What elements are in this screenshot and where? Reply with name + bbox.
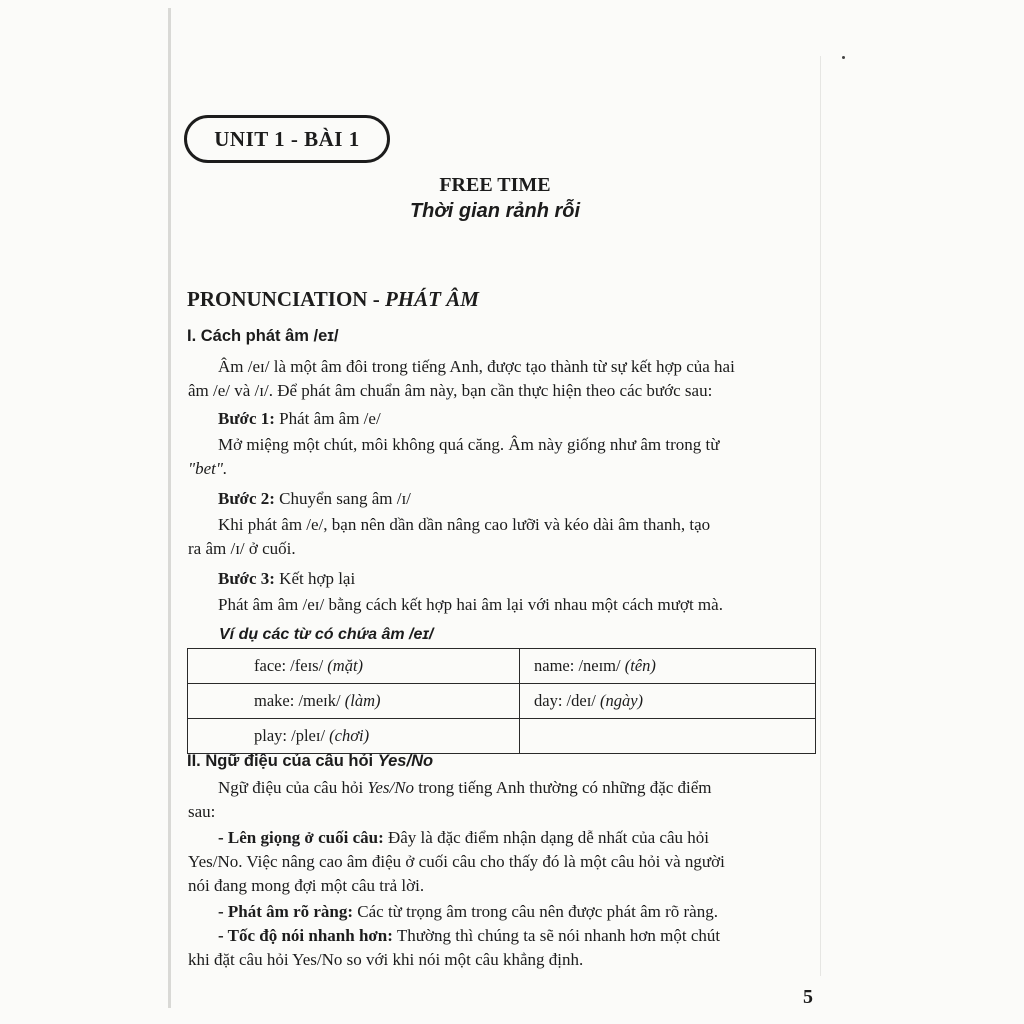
table-cell: name: /neɪm/ (tên) xyxy=(520,649,816,684)
intro-line: sau: xyxy=(188,802,216,821)
intro-line: Ngữ điệu của câu hỏi Yes/No trong tiếng Anh thường có những đặc điểm xyxy=(218,778,712,797)
page-subtitle: Thời gian rảnh rỗi xyxy=(409,200,581,222)
table-row xyxy=(188,684,816,719)
page-title: FREE TIME xyxy=(439,174,551,196)
unit-label: UNIT 1 - BÀI 1 xyxy=(184,115,390,163)
table-cell: make: /meɪk/ (làm) xyxy=(188,684,520,719)
intro-line: âm /e/ và /ɪ/. Để phát âm chuẩn âm này, bạn cần thực hiện theo các bước sau: xyxy=(188,381,713,400)
print-speck xyxy=(842,56,845,59)
table-row xyxy=(188,649,816,684)
examples-title: Ví dụ các từ có chứa âm /eɪ/ xyxy=(219,626,434,643)
page-number: 5 xyxy=(803,986,813,1008)
step3-label: Bước 3: xyxy=(218,569,275,588)
examples-table xyxy=(187,648,816,754)
step2-text: Chuyển sang âm /ɪ/ xyxy=(274,489,411,508)
section-heading-vi: PHÁT ÂM xyxy=(384,287,479,311)
section-heading xyxy=(187,287,479,312)
table-cell: face: /feɪs/ (mặt) xyxy=(188,649,520,684)
step2-desc: Khi phát âm /e/, bạn nên dần dần nâng cao lưỡi và kéo dài âm thanh, tạo xyxy=(218,515,711,534)
bullet-rising: - Lên giọng ở cuối câu: Đây là đặc điểm nhận dạng dễ nhất của câu hỏi xyxy=(218,828,709,847)
part2-body xyxy=(188,776,816,972)
part2-heading: II. Ngữ điệu của câu hỏi Yes/No xyxy=(187,752,434,770)
page-fold-edge xyxy=(168,8,171,1008)
part1-heading: I. Cách phát âm /eɪ/ xyxy=(187,327,339,345)
bullet-rising-cont: nói đang mong đợi một câu trả lời. xyxy=(188,876,425,895)
table-row xyxy=(188,719,816,754)
step1-desc: Mở miệng một chút, môi không quá căng. Âm này giống như âm trong từ xyxy=(218,435,720,454)
step3-desc: Phát âm âm /eɪ/ bằng cách kết hợp hai âm lại với nhau một cách mượt mà. xyxy=(218,595,723,614)
step2-label: Bước 2: xyxy=(218,489,275,508)
part1-body xyxy=(188,355,816,617)
step3 xyxy=(188,567,816,591)
bullet-speed: - Tốc độ nói nhanh hơn: Thường thì chúng ta sẽ nói nhanh hơn một chút xyxy=(218,926,721,945)
bullet-rising-cont: Yes/No. Việc nâng cao âm điệu ở cuối câu cho thấy đó là một câu hỏi và người xyxy=(188,852,725,871)
page-margin-line xyxy=(820,56,821,976)
table-cell: day: /deɪ/ (ngày) xyxy=(520,684,816,719)
table-cell xyxy=(520,719,816,754)
step3-text: Kết hợp lại xyxy=(274,569,356,588)
step1-label: Bước 1: xyxy=(218,409,275,428)
intro-line: Âm /eɪ/ là một âm đôi trong tiếng Anh, được tạo thành từ sự kết hợp của hai xyxy=(218,357,735,376)
section-heading-en: PRONUNCIATION - xyxy=(187,287,385,311)
bullet-speed-cont: khi đặt câu hỏi Yes/No so với khi nói một câu khẳng định. xyxy=(188,950,584,969)
step1 xyxy=(188,407,816,431)
step1-desc-example: "bet". xyxy=(188,459,228,478)
table-cell: play: /pleɪ/ (chơi) xyxy=(188,719,520,754)
step2 xyxy=(188,487,816,511)
step1-text: Phát âm âm /e/ xyxy=(274,409,381,428)
bullet-clear: - Phát âm rõ ràng: Các từ trọng âm trong câu nên được phát âm rõ ràng. xyxy=(218,902,718,921)
step2-desc: ra âm /ɪ/ ở cuối. xyxy=(188,539,296,558)
